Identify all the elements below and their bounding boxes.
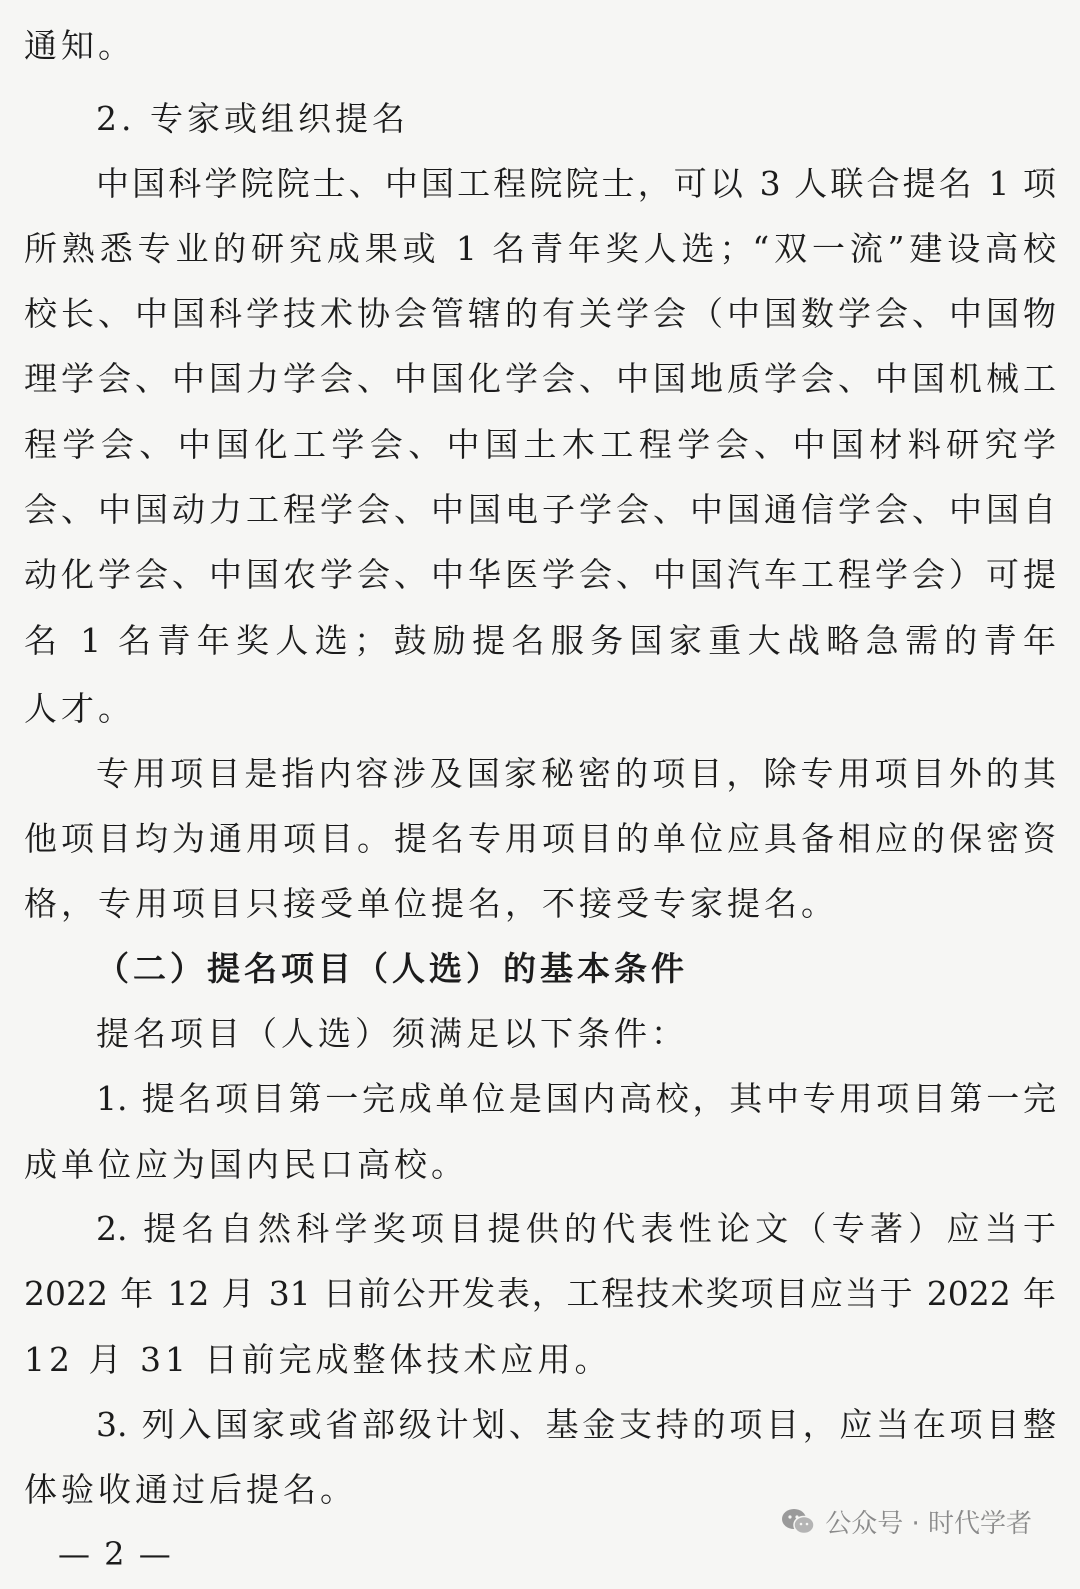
text-line: 程学会、中国化工学会、中国土木工程学会、中国材料研究学	[24, 425, 1056, 464]
text-line: 12 月 31 日前完成整体技术应用。	[24, 1340, 612, 1379]
text-line: 体验收通过后提名。	[24, 1470, 357, 1509]
text-line: 名 1 名青年奖人选；鼓励提名服务国家重大战略急需的青年	[24, 621, 1056, 660]
text-line: 所熟悉专业的研究成果或 1 名青年奖人选；“双一流”建设高校	[24, 229, 1056, 268]
wechat-watermark	[781, 1503, 1032, 1540]
text-line: 会、中国动力工程学会、中国电子学会、中国通信学会、中国自	[24, 490, 1056, 529]
text-line: 成单位应为国内民口高校。	[24, 1145, 468, 1184]
text-line: 他项目均为通用项目。提名专用项目的单位应具备相应的保密资	[24, 819, 1056, 858]
text-line: 理学会、中国力学会、中国化学会、中国地质学会、中国机械工	[24, 359, 1056, 398]
text-line: 2. 提名自然科学奖项目提供的代表性论文（专著）应当于	[96, 1209, 1056, 1248]
text-line: 人才。	[24, 689, 135, 728]
wechat-icon	[781, 1508, 815, 1536]
text-line: 格，专用项目只接受单位提名，不接受专家提名。	[24, 884, 838, 923]
text-line: 专用项目是指内容涉及国家秘密的项目，除专用项目外的其	[96, 754, 1056, 793]
text-line: 动化学会、中国农学会、中华医学会、中国汽车工程学会）可提	[24, 555, 1056, 594]
text-line: 校长、中国科学技术协会管辖的有关学会（中国数学会、中国物	[24, 294, 1056, 333]
text-line: 3. 列入国家或省部级计划、基金支持的项目，应当在项目整	[96, 1405, 1056, 1444]
watermark-text: 公众号 · 时代学者	[825, 1509, 1032, 1539]
page-number: — 2 —	[58, 1535, 173, 1573]
text-line: 提名项目（人选）须满足以下条件：	[96, 1014, 688, 1053]
text-line: 通知。	[24, 26, 135, 65]
text-line: 2022 年 12 月 31 日前公开发表，工程技术奖项目应当于 2022 年	[24, 1274, 1056, 1313]
text-line: 1. 提名项目第一完成单位是国内高校，其中专用项目第一完	[96, 1079, 1056, 1118]
section-heading: （二）提名项目（人选）的基本条件	[96, 949, 688, 988]
section-heading: 2. 专家或组织提名	[96, 99, 409, 138]
text-line: 中国科学院院士、中国工程院院士，可以 3 人联合提名 1 项	[96, 164, 1056, 203]
